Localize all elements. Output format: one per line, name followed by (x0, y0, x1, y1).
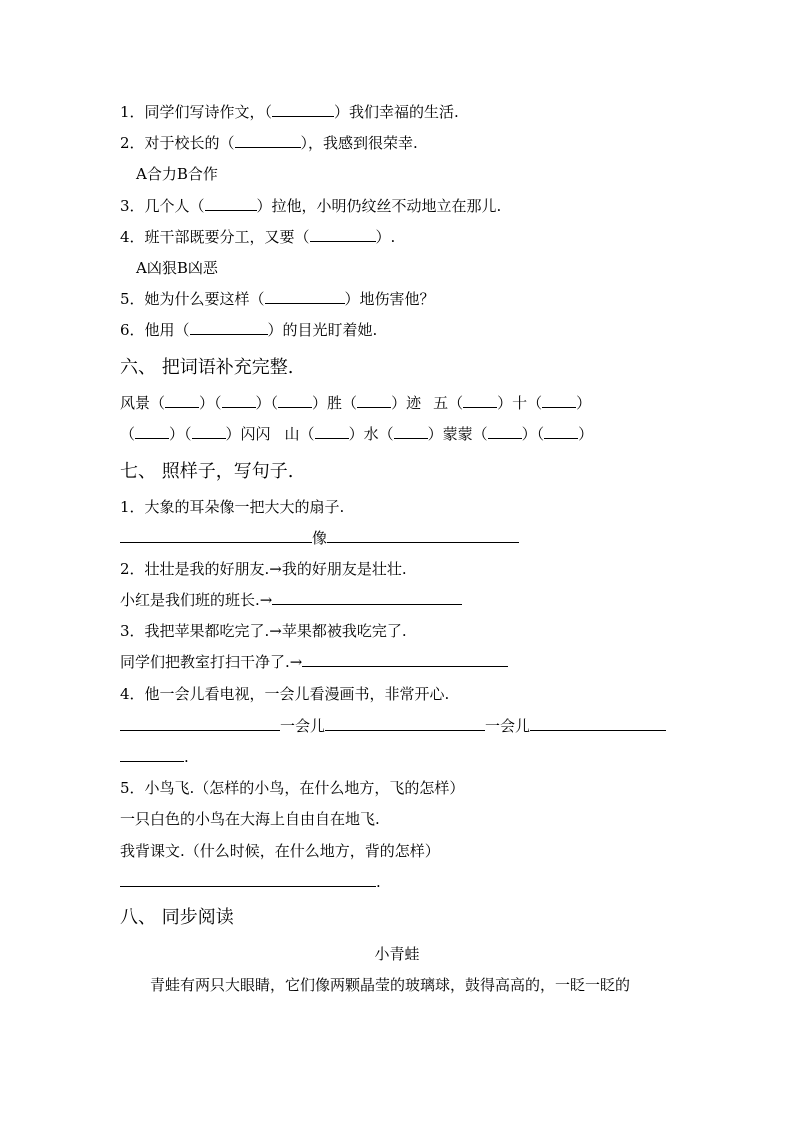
answer-blank[interactable] (165, 393, 199, 408)
sec6-text: 五（ (433, 394, 464, 412)
sec6-text: ）（ (199, 394, 222, 412)
answer-blank[interactable] (394, 424, 428, 439)
q5-item-5 (120, 289, 435, 309)
answer-blank[interactable] (120, 872, 376, 887)
answer-blank[interactable] (278, 393, 312, 408)
answer-blank[interactable] (272, 590, 462, 605)
sec6-text: ）十（ (497, 394, 543, 412)
answer-blank[interactable] (544, 424, 578, 439)
sec7-task-1 (120, 528, 519, 548)
q5-item-4-post: ）. (375, 228, 396, 246)
sec6-text: ）（ (255, 394, 279, 412)
answer-blank[interactable] (120, 716, 280, 731)
answer-blank[interactable] (315, 424, 349, 439)
q5-item-2-post: ），我感到很荣幸. (300, 134, 418, 152)
q5-item-5-post: ）地伤害他？ (344, 290, 435, 308)
section-7-heading: 七、 照样子，写句子. (120, 461, 294, 482)
sec6-text: ）水（ (348, 425, 394, 443)
answer-blank[interactable] (463, 393, 497, 408)
answer-blank[interactable] (488, 424, 522, 439)
sec7-example-1: 1．大象的耳朵像一把大大的扇子. (120, 498, 345, 516)
sec7-task-5: 我背课文.（什么时候，在什么地方，背的怎样） (120, 842, 440, 860)
answer-blank[interactable] (302, 652, 508, 667)
reading-title: 小青蛙 (374, 945, 420, 963)
answer-blank[interactable] (190, 320, 268, 335)
sec7-task-4 (120, 716, 666, 736)
answer-blank[interactable] (120, 528, 312, 543)
sec7-example-2: 2．壮壮是我的好朋友.→我的好朋友是壮壮. (120, 560, 407, 578)
q5-item-3 (120, 196, 501, 216)
q5-item-6-post: ）的目光盯着她. (267, 321, 378, 339)
sec7-example-5-sample: 一只白色的小鸟在大海上自由自在地飞. (120, 810, 380, 828)
answer-blank[interactable] (222, 393, 256, 408)
sec7-example-3: 3．我把苹果都吃完了.→苹果都被我吃完了. (120, 622, 407, 640)
reading-paragraph: 青蛙有两只大眼睛，它们像两颗晶莹的玻璃球，鼓得高高的，一眨一眨的 (150, 976, 631, 994)
q5-item-3-pre: 3．几个人（ (120, 197, 205, 215)
sec6-text: ）闪闪 (225, 425, 271, 443)
sec7-task-3-text: 同学们把教室打扫干净了.→ (120, 653, 303, 671)
answer-blank[interactable] (235, 133, 301, 148)
answer-blank[interactable] (192, 424, 226, 439)
sec7-example-4: 4．他一会儿看电视，一会儿看漫画书，非常开心. (120, 685, 450, 703)
sec7-task-3 (120, 652, 508, 672)
sec6-text: ）蒙蒙（ (427, 425, 488, 443)
q5-item-3-post: ）拉他，小明仍纹丝不动地立在那儿. (256, 197, 502, 215)
sec6-text: ）（ (521, 425, 545, 443)
sec7-task-2 (120, 590, 462, 610)
sec7-example-5: 5．小鸟飞.（怎样的小鸟，在什么地方，飞的怎样） (120, 779, 465, 797)
sec7-task-4-cont (120, 747, 189, 767)
sec7-task-4-word-a: 一会儿 (280, 717, 326, 735)
sec6-text: 风景（ (120, 394, 166, 412)
q5-item-4 (120, 227, 395, 247)
q5-item-1-post: ）我们幸福的生活. (334, 103, 459, 121)
sec7-task-4-word-b: 一会儿 (485, 717, 531, 735)
sec7-task-1-mid: 像 (312, 529, 328, 547)
answer-blank[interactable] (120, 747, 184, 762)
q5-item-5-pre: 5．她为什么要这样（ (120, 290, 265, 308)
q5-item-2-pre: 2．对于校长的（ (120, 134, 235, 152)
q5-item-1 (120, 102, 459, 122)
q5-options-1: A合力B合作 (136, 165, 218, 183)
sec6-text: ）迹 (391, 394, 422, 412)
answer-blank[interactable] (542, 393, 576, 408)
sec6-text: ） (576, 394, 592, 412)
section-8-heading: 八、 同步阅读 (120, 907, 234, 928)
sec6-text: ）（ (169, 425, 192, 443)
answer-blank[interactable] (327, 528, 519, 543)
sec6-text: ）胜（ (312, 394, 358, 412)
answer-blank[interactable] (135, 424, 169, 439)
sec6-text: 山（ (284, 425, 315, 443)
sec7-task-5-answer (120, 872, 381, 892)
q5-item-1-pre: 1．同学们写诗作文，（ (120, 103, 273, 121)
sec6-text: （ (120, 425, 136, 443)
answer-blank[interactable] (325, 716, 485, 731)
sec7-task-5-end: . (376, 873, 381, 891)
answer-blank[interactable] (205, 196, 257, 211)
sec7-task-2-text: 小红是我们班的班长.→ (120, 591, 273, 609)
sec7-task-4-end: . (184, 748, 189, 766)
answer-blank[interactable] (530, 716, 666, 731)
answer-blank[interactable] (357, 393, 391, 408)
answer-blank[interactable] (265, 289, 345, 304)
q5-item-4-pre: 4．班干部既要分工，又要（ (120, 228, 310, 246)
q5-options-2: A凶狠B凶恶 (136, 259, 218, 277)
q5-item-2 (120, 133, 418, 153)
answer-blank[interactable] (272, 102, 334, 117)
q5-item-6-pre: 6．他用（ (120, 321, 190, 339)
sec6-text: ） (578, 425, 594, 443)
answer-blank[interactable] (310, 227, 376, 242)
sec6-row-1 (120, 393, 591, 413)
q5-item-6 (120, 320, 377, 340)
sec6-row-2 (120, 424, 593, 444)
section-6-heading: 六、 把词语补充完整. (120, 357, 294, 378)
